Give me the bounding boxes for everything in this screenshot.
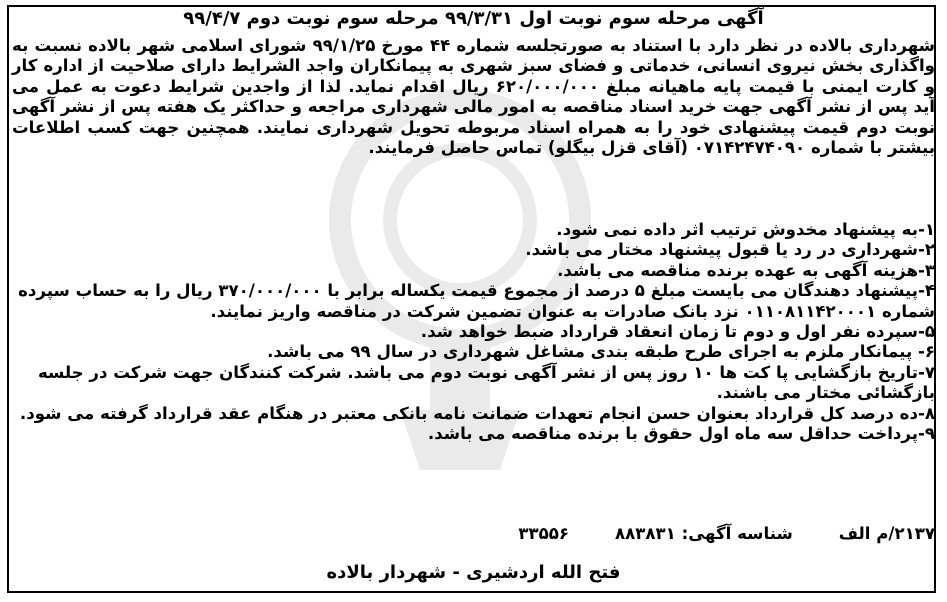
notice-code: ۳۳۵۵۶ <box>518 524 570 543</box>
list-item: ۶- پیمانکار ملزم به اجرای طرح طبقه بندی مشاغل شهرداری در سال ۹۹ می باشد. <box>267 342 935 362</box>
conditions-list <box>12 220 935 444</box>
ad-id: شناسه آگهی: ۸۸۳۸۳۱ <box>615 524 793 543</box>
list-item: ۷-تاریخ بازگشایی پا کت ها ۱۰ روز پس از نشر آگهی نوبت دوم می باشد. شرکت کنندگان جهت شرکت در جلسه بازگشائی مختار می باشند. <box>37 362 935 403</box>
notice-meta <box>180 524 935 544</box>
list-item: ۸-ده درصد کل قرارداد بعنوان حسن انجام تعهدات ضمانت نامه بانکی معتبر در هنگام عقد قرارداد گرفته می شود. <box>19 403 935 423</box>
list-item: ۴-پیشنهاد دهندگان می بایست مبلغ ۵ درصد از مجموع قیمت یکساله برابر با ۳۷۰/۰۰۰/۰۰۰ ریال را به حساب سپرده شماره ۰۱۱۰۸۱۱۴۲۰۰۰۱ نزد بانک صادرات به عنوان تضمین شرکت در مناقصه واریز نمایند. <box>18 281 935 321</box>
list-item: ۹-پرداخت حداقل سه ماه اول حقوق با برنده مناقصه می باشد. <box>427 424 935 444</box>
list-item: ۱-به پیشنهاد مخدوش ترتیب اثر داده نمی شود. <box>556 220 935 239</box>
notice-title: آگهی مرحله سوم نوبت اول ۹۹/۳/۳۱ مرحله سوم نوبت دوم ۹۹/۴/۷ <box>183 8 764 29</box>
list-item: ۵-سپرده نفر اول و دوم تا زمان انعقاد قرارداد ضبط خواهد شد. <box>420 322 935 342</box>
notice-intro <box>12 36 935 158</box>
intro-paragraph: شهرداری بالاده در نظر دارد با استناد به صورتجلسه شماره ۴۴ مورخ ۹۹/۱/۲۵ شورای اسلامی شهر بالاده نسبت به واگذاری بخش نیروی انسانی، خدماتی و فضای سبز شهری به پیمانکاران واجد الشرایط دارای صلاحیت از اداره کار و کارت ایمنی با قیمت پایه ماهیانه مبلغ ۶۲۰/۰۰۰/۰۰۰ ریال اقدام نماید. لذا از واجدین شرایط دعوت به عمل می آید پس از نشر آگهی جهت خرید اسناد مناقصه به امور مالی شهرداری مراجعه و حداکثر یک هفته پس از نشر آگهی نوبت دوم قیمت پیشنهادی خود را به همراه اسناد مربوطه تحویل شهرداری نمایند. همچنین جهت کسب اطلاعات بیشتر با شماره ۰۷۱۴۲۴۷۴۰۹۰ (آقای قزل بیگلو) تماس حاصل فرمایند. <box>12 36 935 158</box>
list-item: ۲-شهرداری در رد یا قبول پیشنهاد مختار می باشد. <box>525 240 935 260</box>
signature: فتح الله اردشیری - شهردار بالاده <box>326 562 621 583</box>
reference-number: ۲۱۳۷/م الف <box>838 524 935 543</box>
list-item: ۳-هزینه آگهی به عهده برنده مناقصه می باشد. <box>557 260 935 280</box>
